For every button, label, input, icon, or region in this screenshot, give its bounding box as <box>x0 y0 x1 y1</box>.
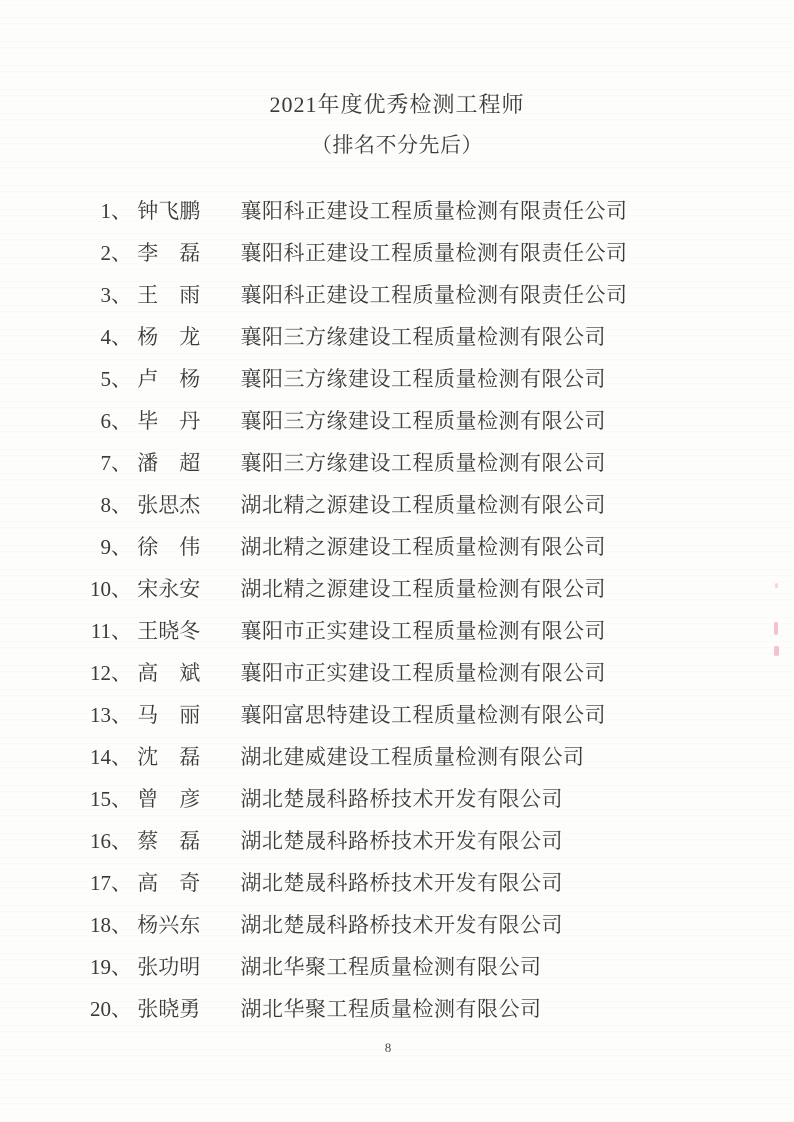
list-item <box>0 862 794 904</box>
entry-number: 18、 <box>90 913 132 937</box>
entry-number: 3、 <box>100 283 132 307</box>
entry-name: 潘 超 <box>137 451 201 475</box>
entry-number: 1、 <box>100 199 132 223</box>
entry-name: 沈 磊 <box>137 745 201 769</box>
entry-name: 王晓冬 <box>137 619 201 643</box>
entry-company: 襄阳科正建设工程质量检测有限责任公司 <box>240 199 628 223</box>
list-item <box>0 652 794 694</box>
entry-name: 王 雨 <box>137 283 201 307</box>
entry-name: 杨兴东 <box>137 913 201 937</box>
entry-company: 湖北楚晟科路桥技术开发有限公司 <box>240 871 563 895</box>
entry-company: 襄阳科正建设工程质量检测有限责任公司 <box>240 241 628 265</box>
entry-company: 湖北华聚工程质量检测有限公司 <box>240 997 542 1021</box>
entry-name: 高 奇 <box>137 871 201 895</box>
entry-number: 7、 <box>100 451 132 475</box>
entry-name: 宋永安 <box>137 577 201 601</box>
entry-company: 襄阳三方缘建设工程质量检测有限公司 <box>240 367 606 391</box>
entry-company: 襄阳市正实建设工程质量检测有限公司 <box>240 661 606 685</box>
entry-name: 杨 龙 <box>137 325 201 349</box>
entry-number: 17、 <box>90 871 132 895</box>
list-item <box>0 484 794 526</box>
list-item <box>0 316 794 358</box>
engineer-list <box>0 190 794 1030</box>
list-item <box>0 274 794 316</box>
document-title: 2021年度优秀检测工程师 <box>269 92 525 117</box>
entry-number: 2、 <box>100 241 132 265</box>
list-item <box>0 442 794 484</box>
entry-number: 9、 <box>100 535 132 559</box>
entry-company: 湖北华聚工程质量检测有限公司 <box>240 955 542 979</box>
entry-number: 13、 <box>90 703 132 727</box>
entry-company: 湖北楚晟科路桥技术开发有限公司 <box>240 829 563 853</box>
entry-name: 高 斌 <box>137 661 201 685</box>
entry-number: 6、 <box>100 409 132 433</box>
entry-number: 12、 <box>90 661 132 685</box>
entry-number: 16、 <box>90 829 132 853</box>
entry-number: 8、 <box>100 493 132 517</box>
entry-company: 湖北楚晟科路桥技术开发有限公司 <box>240 787 563 811</box>
entry-company: 襄阳科正建设工程质量检测有限责任公司 <box>240 283 628 307</box>
entry-company: 襄阳三方缘建设工程质量检测有限公司 <box>240 451 606 475</box>
entry-name: 卢 杨 <box>137 367 201 391</box>
list-item <box>0 568 794 610</box>
scan-artifact-mark <box>774 646 779 656</box>
list-item <box>0 232 794 274</box>
scan-artifact-mark <box>774 622 778 635</box>
entry-name: 李 磊 <box>137 241 201 265</box>
entry-number: 14、 <box>90 745 132 769</box>
entry-number: 4、 <box>100 325 132 349</box>
entry-name: 张思杰 <box>137 493 201 517</box>
entry-company: 襄阳市正实建设工程质量检测有限公司 <box>240 619 606 643</box>
entry-number: 20、 <box>90 997 132 1021</box>
entry-company: 湖北建威建设工程质量检测有限公司 <box>240 745 585 769</box>
entry-number: 11、 <box>90 619 132 643</box>
entry-name: 毕 丹 <box>137 409 201 433</box>
entry-name: 张晓勇 <box>137 997 201 1021</box>
list-item <box>0 946 794 988</box>
list-item <box>0 904 794 946</box>
list-item <box>0 190 794 232</box>
entry-number: 5、 <box>100 367 132 391</box>
page-number: 8 <box>384 1040 392 1055</box>
list-item <box>0 820 794 862</box>
entry-company: 襄阳三方缘建设工程质量检测有限公司 <box>240 325 606 349</box>
entry-company: 湖北精之源建设工程质量检测有限公司 <box>240 535 606 559</box>
entry-number: 10、 <box>90 577 132 601</box>
list-item <box>0 526 794 568</box>
list-item <box>0 736 794 778</box>
list-item <box>0 610 794 652</box>
list-item <box>0 988 794 1030</box>
entry-company: 湖北楚晟科路桥技术开发有限公司 <box>240 913 563 937</box>
entry-company: 襄阳富思特建设工程质量检测有限公司 <box>240 703 606 727</box>
entry-name: 曾 彦 <box>137 787 201 811</box>
list-item <box>0 778 794 820</box>
list-item <box>0 358 794 400</box>
list-item <box>0 694 794 736</box>
scan-artifact-mark <box>775 583 778 588</box>
entry-name: 徐 伟 <box>137 535 201 559</box>
entry-company: 湖北精之源建设工程质量检测有限公司 <box>240 493 606 517</box>
entry-company: 湖北精之源建设工程质量检测有限公司 <box>240 577 606 601</box>
entry-name: 马 丽 <box>137 703 201 727</box>
entry-number: 15、 <box>90 787 132 811</box>
entry-number: 19、 <box>90 955 132 979</box>
entry-name: 张功明 <box>137 955 201 979</box>
document-subtitle: （排名不分先后） <box>311 133 483 157</box>
list-item <box>0 400 794 442</box>
entry-name: 钟飞鹏 <box>137 199 201 223</box>
entry-company: 襄阳三方缘建设工程质量检测有限公司 <box>240 409 606 433</box>
entry-name: 蔡 磊 <box>137 829 201 853</box>
